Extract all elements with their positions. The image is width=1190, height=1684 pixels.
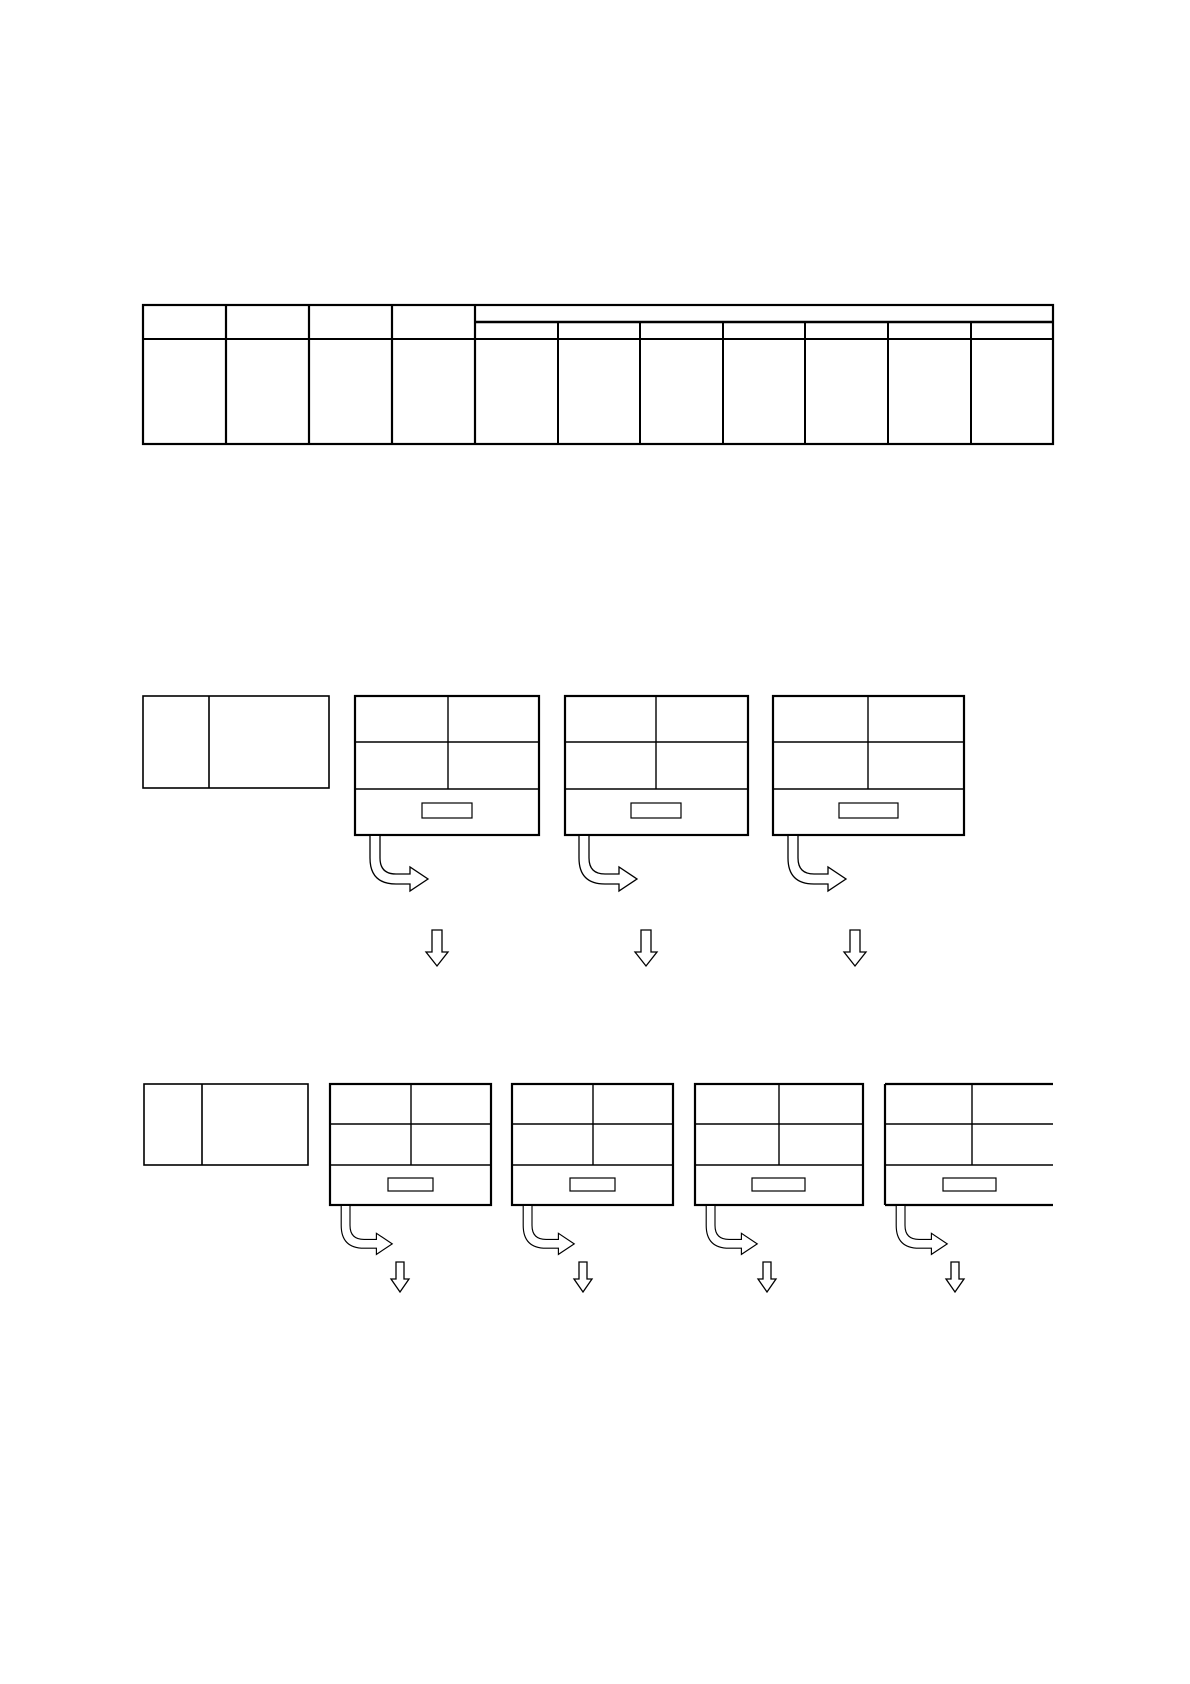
diagram-row-2 (144, 1084, 1053, 1292)
screen-panel (773, 696, 964, 835)
screen-panel (885, 1084, 1053, 1205)
down-arrow-icon (426, 930, 448, 966)
down-arrow-icon (946, 1262, 964, 1292)
source-box (144, 1084, 308, 1165)
bent-arrow-icon (788, 836, 846, 891)
down-arrow-icon (574, 1262, 592, 1292)
grid-table (143, 305, 1053, 444)
screen-panel (330, 1084, 491, 1205)
source-box (143, 696, 329, 788)
bent-arrow-icon (370, 836, 428, 891)
panel-button-box (570, 1178, 615, 1191)
down-arrow-icon (844, 930, 866, 966)
bent-arrow-icon (706, 1206, 757, 1254)
screen-panel (695, 1084, 863, 1205)
panel-button-box (752, 1178, 805, 1191)
down-arrow-icon (758, 1262, 776, 1292)
bent-arrow-icon (579, 836, 637, 891)
diagram-row-1 (143, 696, 964, 966)
table-outline (143, 305, 1053, 444)
down-arrow-icon (635, 930, 657, 966)
screen-panel (512, 1084, 673, 1205)
screen-panel (355, 696, 539, 835)
panel-button-box (943, 1178, 996, 1191)
down-arrow-icon (391, 1262, 409, 1292)
panel-button-box (631, 803, 681, 818)
panel-button-box (839, 803, 898, 818)
bent-arrow-icon (341, 1206, 392, 1254)
panel-button-box (388, 1178, 433, 1191)
bent-arrow-icon (896, 1206, 947, 1254)
panel-button-box (422, 803, 472, 818)
bent-arrow-icon (523, 1206, 574, 1254)
screen-panel (565, 696, 748, 835)
